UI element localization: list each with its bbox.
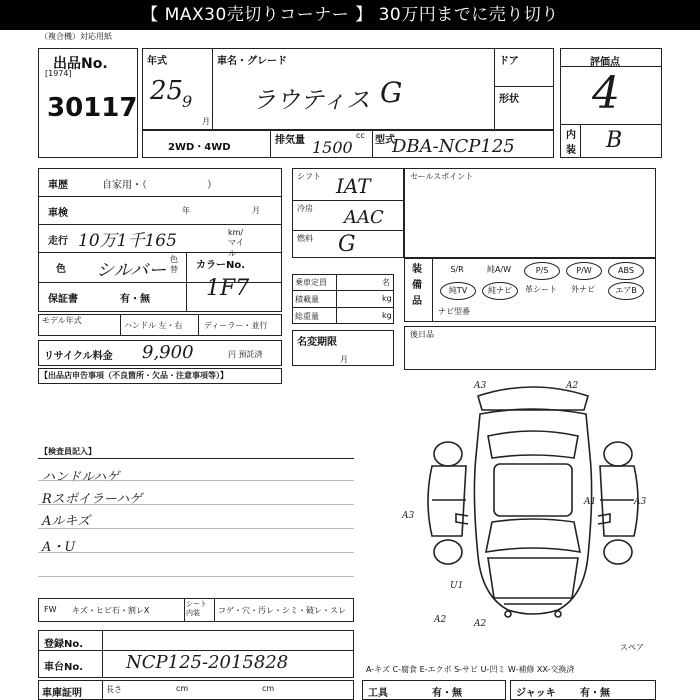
shape-label: 形状 [499,94,519,105]
cert-long: 長さ [106,685,122,694]
ac-value: AAC [344,207,384,228]
car-damage-diagram [402,376,658,629]
chassis-label: 車台No. [44,662,84,673]
capacity-unit: 名 [382,278,390,287]
lot-sub: [1974] [45,69,72,78]
handle-label: ハンドル 左・右 [124,321,183,330]
lot-box [38,48,138,158]
score-value: 4 [592,68,620,119]
score-label: 評価点 [590,57,620,68]
dealer-label: ディーラー・並行 [204,321,268,330]
top-note: （複合機）対応用紙 [40,32,112,41]
color-code-label: カラーNo. [196,260,246,271]
damage-mark: A3 [402,511,415,521]
inspector-note-3: Aルキズ [42,514,91,529]
damage-mark: A2 [474,619,487,629]
load-unit: kg [382,294,392,303]
fw-items: キズ・ヒビ石・割レX [72,606,150,615]
chassis-value: NCP125-2015828 [126,652,289,673]
interior-label-2: 装 [566,145,576,156]
recycle-unit: 円 預託済 [228,350,263,359]
equipment-option: 純A/W [486,265,512,274]
lot-number: 30117 [47,93,138,123]
equipment-option: 純TV [440,282,476,300]
car-name-label: 車名・グレード [217,56,287,67]
year-value: 25 [150,76,184,106]
displacement-value: 1500 [312,138,353,157]
history-label: 車歴 [48,180,68,191]
spare-label: スペア [620,643,644,652]
car-grade: G [380,76,403,109]
fuel-label: 燃料 [297,234,313,243]
jack-value: 有・無 [580,688,610,699]
inspector-note-2: Rスポイラーハゲ [42,492,143,507]
equipment-label: 装備品 [412,264,422,307]
after-box [404,326,656,370]
shift-label: シフト [297,172,321,181]
seat-label: シート内装 [186,600,207,617]
inspection-label: 車検 [48,208,68,219]
color-code: 1F7 [206,276,250,301]
displacement-label: 排気量 [275,135,305,146]
cert-row [38,680,354,700]
equipment-option: 外ナビ [571,285,595,294]
inspection-year: 年 [182,206,190,215]
month-unit: 月 [202,117,210,126]
equipment-option: 革シート [525,285,557,294]
mileage-value: 10万1千165 [78,231,177,251]
equipment-option: S/R [450,265,464,274]
seat-items: コゲ・穴・汚レ・シミ・破レ・スレ [218,606,346,615]
month-value: 9 [182,92,193,111]
displacement-unit: cc [356,131,365,140]
color-change-label: 色替 [170,255,178,274]
fuel-value: G [338,232,356,257]
damage-mark: U1 [450,581,464,591]
equipment-option: P/W [566,262,602,280]
drive-type: 2WD・4WD [168,142,231,153]
name-change-unit: 月 [340,355,348,364]
color-value: シルバー [96,260,167,281]
damage-mark: A3 [474,381,487,391]
after-label: 後日品 [410,330,434,339]
warranty-label: 保証書 [48,294,78,305]
fw-label: FW [44,605,57,614]
interior-score: B [606,128,623,153]
year-label: 年式 [147,56,167,67]
inspector-note-1: ハンドルハゲ [42,470,120,485]
damage-mark: A2 [566,381,579,391]
cert-cm-2: cm [262,684,275,693]
shift-value: IAT [336,174,371,198]
equipment-option: P/S [524,262,560,280]
equipment-option: エアB [608,282,644,300]
lot-label: 出品No. [53,56,108,72]
weight-label: 総重量 [295,312,319,321]
mileage-unit: km/マイル [228,228,244,258]
model-label: 型式 [375,135,395,146]
inspector-label: 【検査員記入】 [40,447,96,456]
registration-label: 登録No. [44,639,84,650]
damage-mark: A1 [584,497,597,507]
equipment-option: 純ナビ [482,282,518,300]
ac-label: 冷房 [297,204,313,213]
jack-label: ジャッキ [516,688,556,699]
banner-title: 【 MAX30売切りコーナー 】 30万円までに売り切り [0,0,700,30]
door-label: ドア [499,56,519,67]
color-label: 色 [56,264,66,275]
equipment-option: ABS [608,262,644,280]
inspector-note-4: A・U [42,540,76,555]
damage-legend: A-キズ C-腐食 E-エクボ S-サビ U-凹ミ W-補修 XX-交換済 [366,665,575,674]
recycle-label: リサイクル料金 [44,351,113,362]
mileage-label: 走行 [48,236,68,247]
model-value: DBA-NCP125 [392,136,515,157]
weight-unit: kg [382,311,392,320]
load-label: 積載量 [295,295,319,304]
tools-value: 有・無 [432,688,462,699]
tools-label: 工具 [368,688,388,699]
cert-label: 車庫証明 [42,688,82,699]
recycle-value: 9,900 [142,342,194,363]
sales-point-label: セールスポイント [410,172,474,181]
declaration-label: 【出品店申告事項（不良箇所・欠品・注意事項等）】 [40,371,228,380]
history-value: 自家用・（ ） [102,180,217,191]
interior-label-1: 内 [566,130,576,141]
damage-mark: A2 [434,615,447,625]
warranty-value: 有・無 [120,294,150,305]
navi-type-label: ナビ型番 [438,307,470,316]
damage-mark: A3 [634,497,647,507]
inspection-month: 月 [252,206,260,215]
model-year-label: モデル年式 [42,316,82,325]
car-name: ラウティス [252,86,371,114]
name-change-label: 名変期限 [297,337,337,348]
cert-cm-1: cm [176,684,189,693]
capacity-label: 乗車定員 [295,278,327,287]
